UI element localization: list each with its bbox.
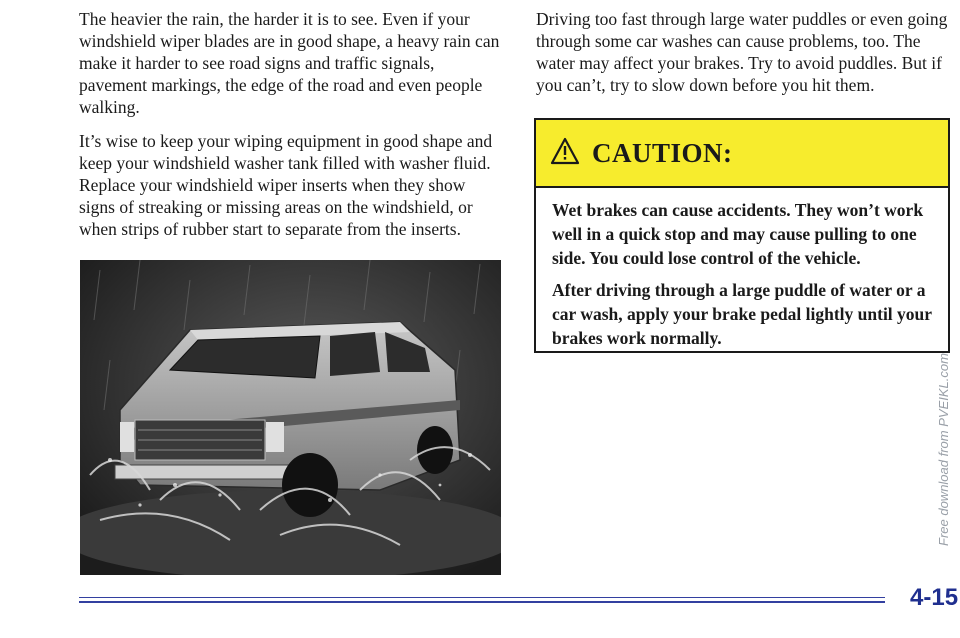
watermark: Free download from PVEIKL.com	[936, 353, 951, 547]
puddle-driving-paragraph: Driving too fast through large water puddles or even going through some car washes can cause problems, too. The water may affect your brakes. Try to avoid puddles. But if you can’t, try to slow down before you hit them.	[536, 9, 948, 95]
warning-triangle-icon	[550, 137, 580, 165]
caution-header	[536, 120, 948, 188]
footer-rule-thin	[79, 597, 885, 598]
caution-box	[534, 118, 950, 353]
van-illustration	[80, 260, 501, 575]
van-in-water-photo	[80, 260, 501, 575]
left-column	[79, 8, 504, 252]
wet-brakes-warning: Wet brakes can cause accidents. They won’t work well in a quick stop and may cause pulling to one side. You could lose control of the vehicle.	[552, 200, 924, 268]
right-column	[536, 8, 958, 108]
wiper-maintenance-paragraph: It’s wise to keep your wiping equipment in good shape and keep your windshield washer tank filled with washer fluid. Replace your windshield wiper inserts when they show signs of streaking or missing areas on the windshield, or when strips of rubber start to separate from the inserts.	[79, 131, 493, 239]
page-number: 4-15	[910, 584, 959, 611]
caution-body	[536, 188, 948, 350]
caution-title: CAUTION:	[592, 137, 733, 168]
rain-visibility-paragraph: The heavier the rain, the harder it is to see. Even if your windshield wiper blades are in good shape, a heavy rain can make it harder to see road signs and traffic signals, pavement markings, the edge of the road and even people walking.	[79, 9, 500, 117]
footer-rule-thick	[79, 601, 885, 603]
brake-drying-instruction: After driving through a large puddle of water or a car wash, apply your brake pedal lightly until your brakes work normally.	[552, 280, 932, 348]
